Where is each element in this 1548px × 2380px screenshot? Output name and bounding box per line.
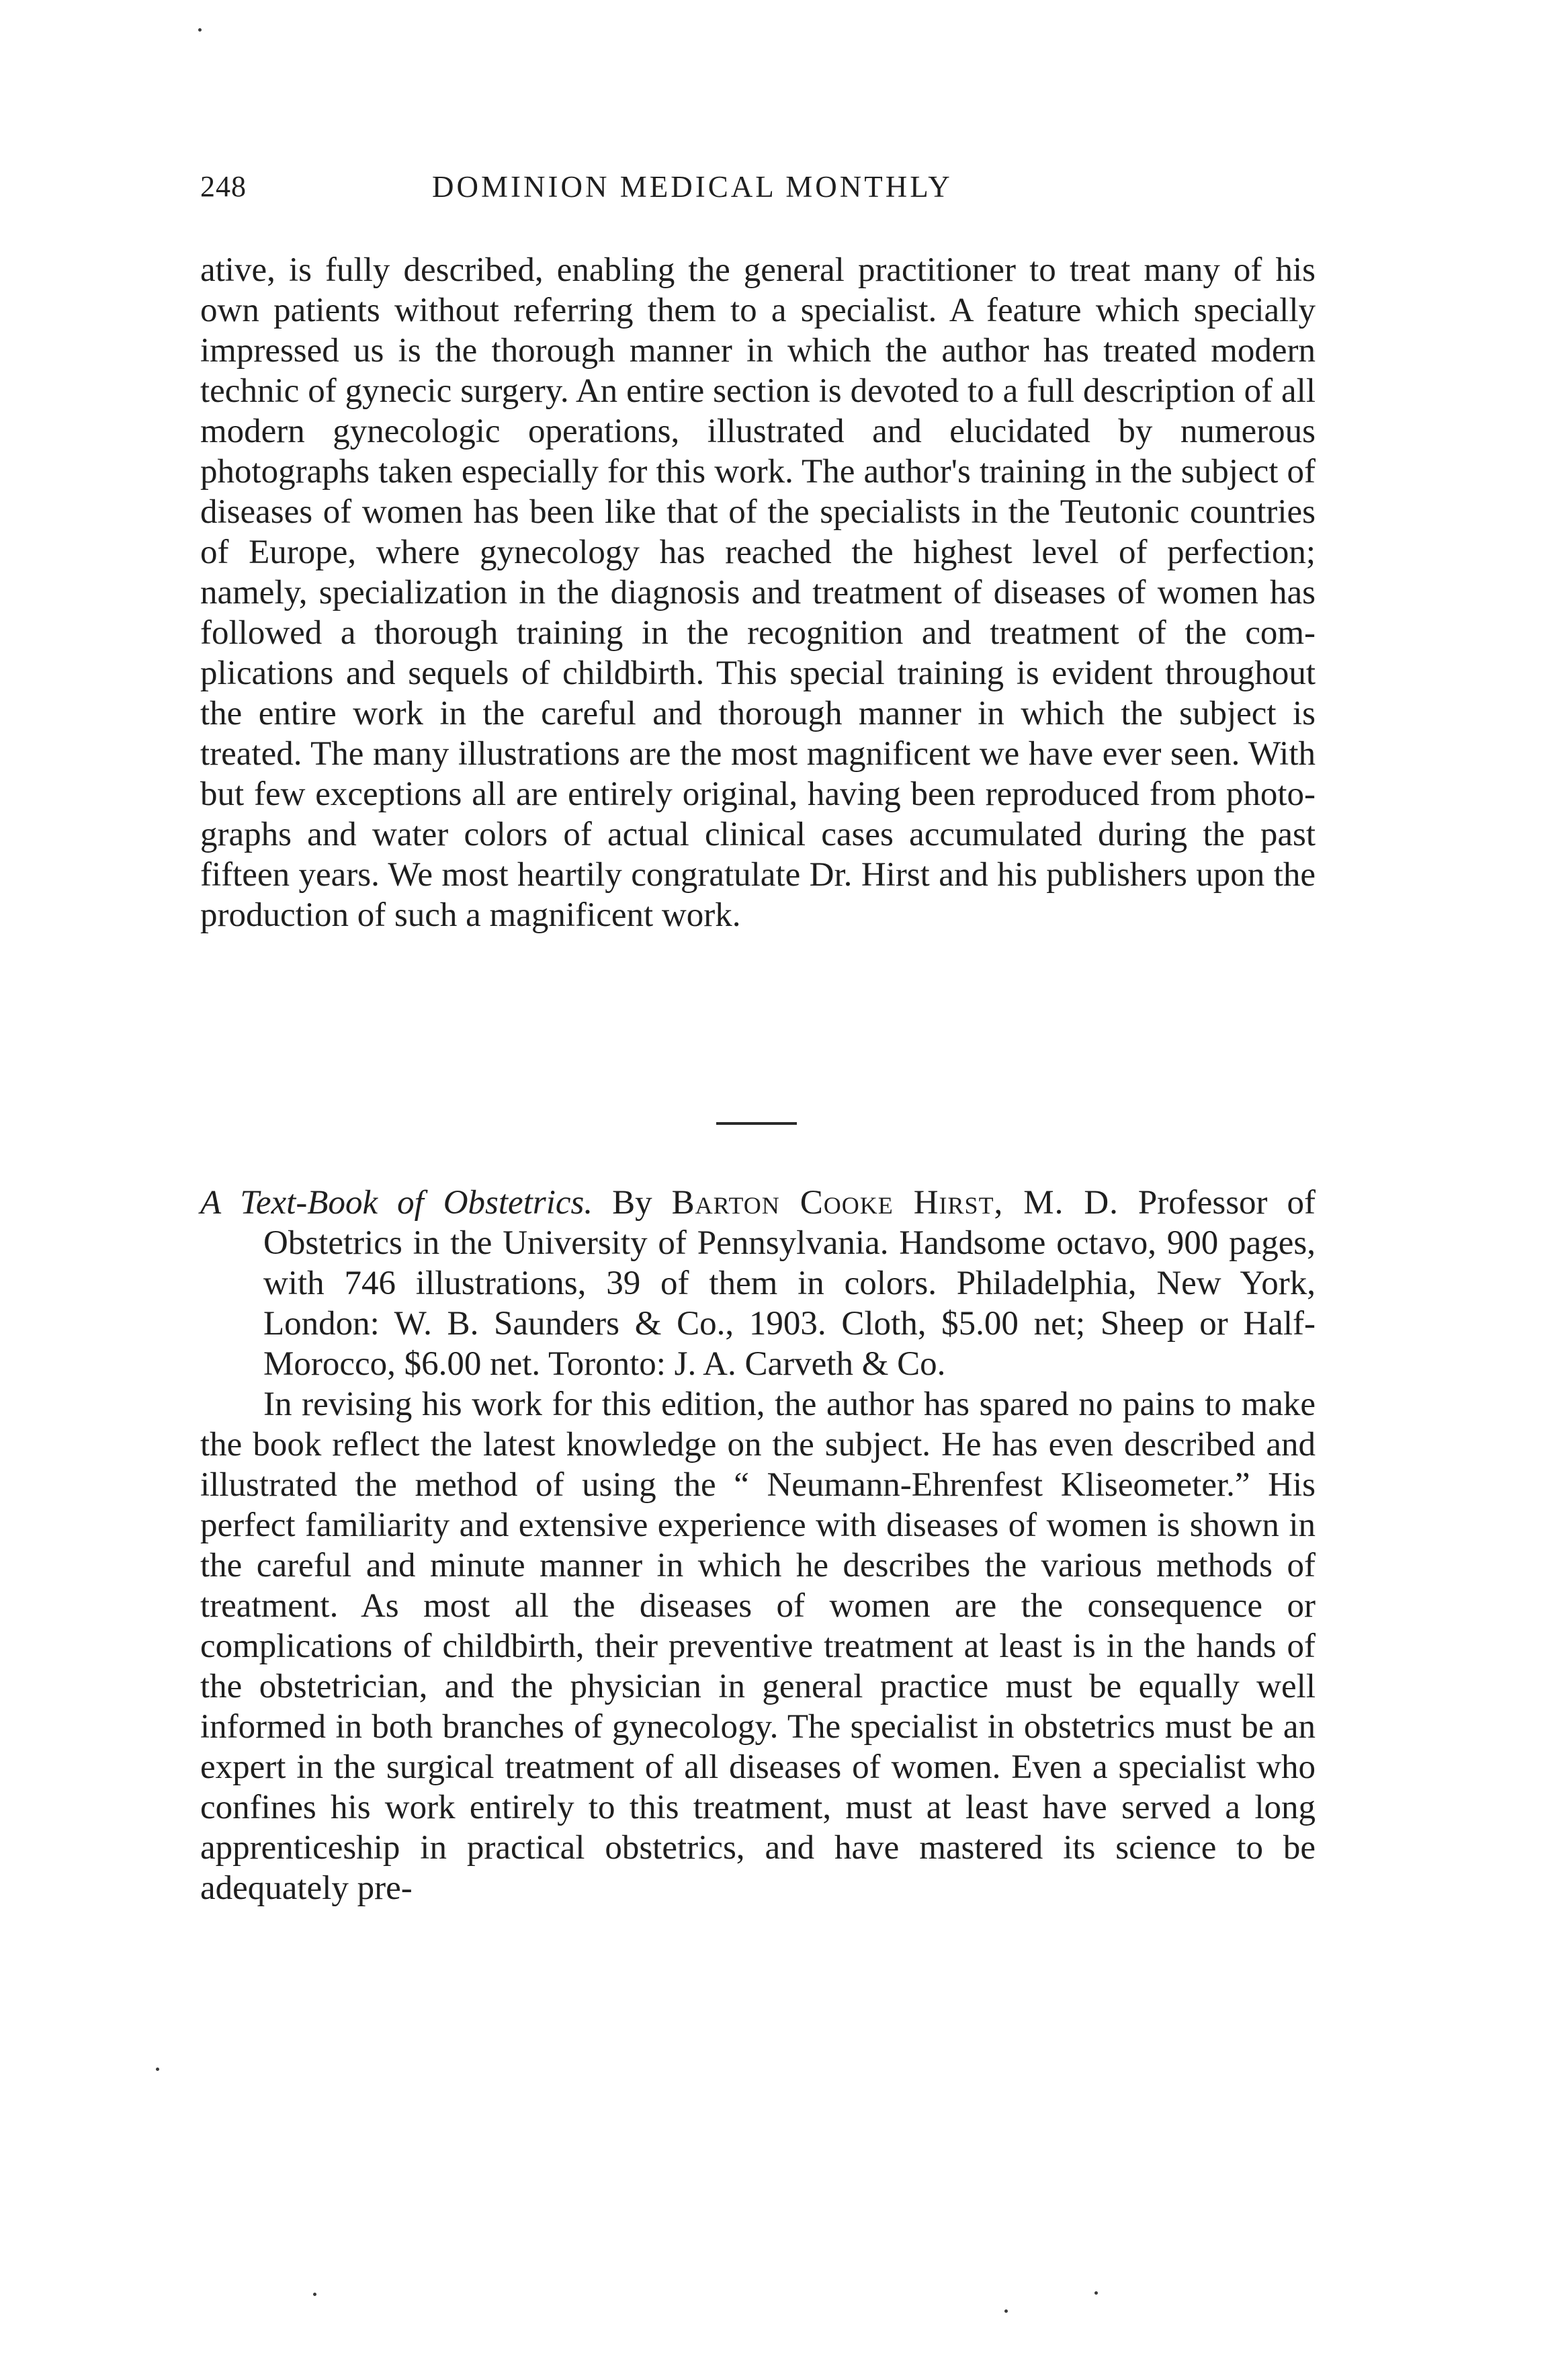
page-number: 248 [200,170,247,203]
by-word: By [612,1184,652,1222]
book-review [200,1183,1316,1908]
book-details: Professor of Obstetrics in the University of Pennsylvania. Handsome octavo, 900 pages, with 746 illustrations, 39 of them in colors. Philadelphia, New York, London: W. B. Saunders & Co., 1903. Cloth, $5.00 net; Sheep or Half-Morocco, $6.00 net. Toronto: J. A. Carveth & Co. [263,1184,1316,1383]
ink-speck [156,2068,159,2071]
ink-speck [198,28,202,32]
ink-speck [313,2293,316,2296]
author-name: Barton Cooke Hirst, M. D. [671,1184,1119,1222]
continued-review-paragraph: ative, is fully described, enabling the general practitioner to treat many of his own patients without referring them to a specialist. A feature which specially impressed us is the thorough manner in which the author has treated modern technic of gynecic surgery. An entire section is devoted to a full description of all modern gynecologic operations, illustrated and elucidated by numerous photographs taken especially for this work. The author's training in the subject of diseases of women has been like that of the specialists in the Teutonic countries of Europe, where gynecology has reached the highest level of perfection; namely, specialization in the diagnosis and treatment of diseases of women has followed a thorough training in the recognition and treatment of the complications and sequels of childbirth. This special training is evident throughout the entire work in the careful and thorough manner in which the subject is treated. The many illustrations are the most magnificent we have ever seen. With but few exceptions all are entirely original, having been reproduced from photographs and water colors of actual clinical cases accumulated during the past fifteen years. We most heartily congratulate Dr. Hirst and his publishers upon the production of such a magnificent work. [200,251,1316,934]
ink-speck [1094,2291,1098,2295]
ink-speck [1004,2309,1008,2313]
book-citation [200,1183,1316,1384]
page-header [200,169,1309,216]
book-title: A Text-Book of Obstetrics. [200,1184,593,1222]
section-divider [716,1122,797,1125]
review-body: In revising his work for this edition, the author has spared no pains to make the book reflect the latest knowledge on the subject. He has even described and illustrated the method of using the “ Neumann-Ehrenfest Kliseometer.” His perfect familiarity and extensive experience with diseases of women is shown in the careful and minute manner in which he describes the various methods of treatment. As most all the diseases of women are the consequence or complications of childbirth, their preventive treatment at least is in the hands of the obstetrician, and the physician in general practice must be equally well informed in both branches of gynecology. The specialist in obstetrics must be an expert in the surgical treatment of all diseases of women. Even a specialist who confines his work entirely to this treatment, must at least have served a long apprenticeship in practical obstetrics, and have mastered its science to be adequately pre- [200,1386,1316,1907]
running-head: DOMINION MEDICAL MONTHLY [432,170,953,204]
